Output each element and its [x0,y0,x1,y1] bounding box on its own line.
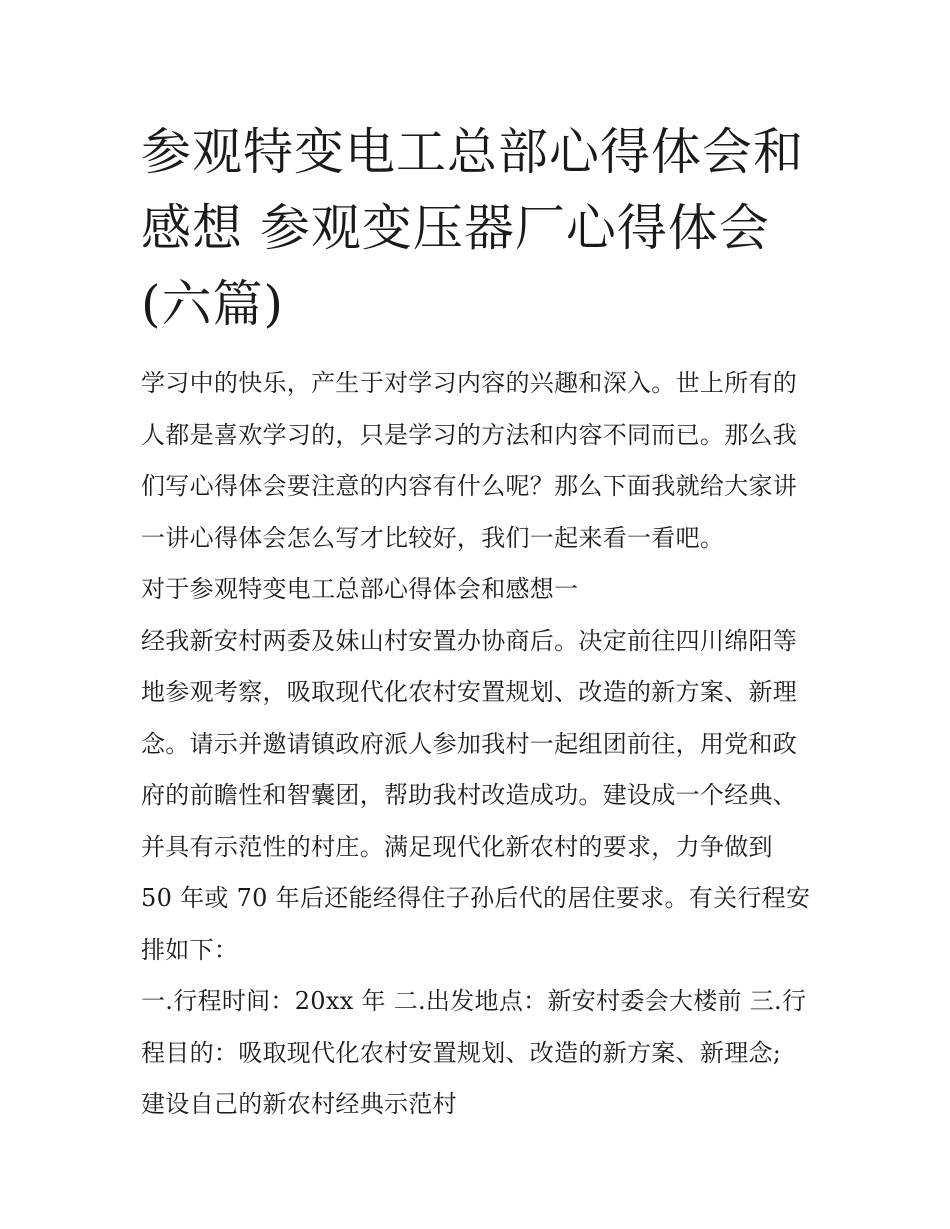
body-paragraph-line: 经我新安村两委及妹山村安置办协商后。决定前往四川绵阳等 [141,626,798,655]
title-line-1: 参观特变电工总部心得体会和 [141,123,804,181]
body-paragraph-line: 府的前瞻性和智囊团，帮助我村改造成功。建设成一个经典、 [141,781,798,809]
itinerary-line: 建设自己的新农村经典示范村 [141,1090,457,1118]
title-line-2: 感想 参观变压器厂心得体会 [141,199,770,257]
intro-paragraph-line: 人都是喜欢学习的，只是学习的方法和内容不同而已。那么我 [141,420,798,449]
itinerary-line: 程目的：吸取现代化农村安置规划、改造的新方案、新理念; [141,1038,782,1067]
body-paragraph-line: 排如下： [141,935,239,964]
intro-paragraph-line: 们写心得体会要注意的内容有什么呢？那么下面我就给大家讲 [141,472,798,500]
body-paragraph-line: 并具有示范性的村庄。满足现代化新农村的要求，力争做到 [141,832,773,861]
body-paragraph-line: 50 年或 70 年后还能经得住子孙后代的居住要求。有关行程安 [141,884,811,912]
document-title [141,114,831,342]
body-paragraph-line: 念。请示并邀请镇政府派人参加我村一起组团前往，用党和政 [141,729,798,758]
intro-paragraph-line: 学习中的快乐，产生于对学习内容的兴趣和深入。世上所有的 [141,369,798,397]
title-line-3: (六篇) [141,275,285,333]
intro-paragraph-line: 一讲心得体会怎么写才比较好，我们一起来看一看吧。 [141,523,725,552]
body-paragraph-line: 地参观考察，吸取现代化农村安置规划、改造的新方案、新理 [141,678,798,706]
document-body [141,358,821,1131]
section-heading: 对于参观特变电工总部心得体会和感想一 [141,575,579,603]
itinerary-line: 一.行程时间：20xx 年 二.出发地点：新安村委会大楼前 三.行 [141,987,807,1015]
